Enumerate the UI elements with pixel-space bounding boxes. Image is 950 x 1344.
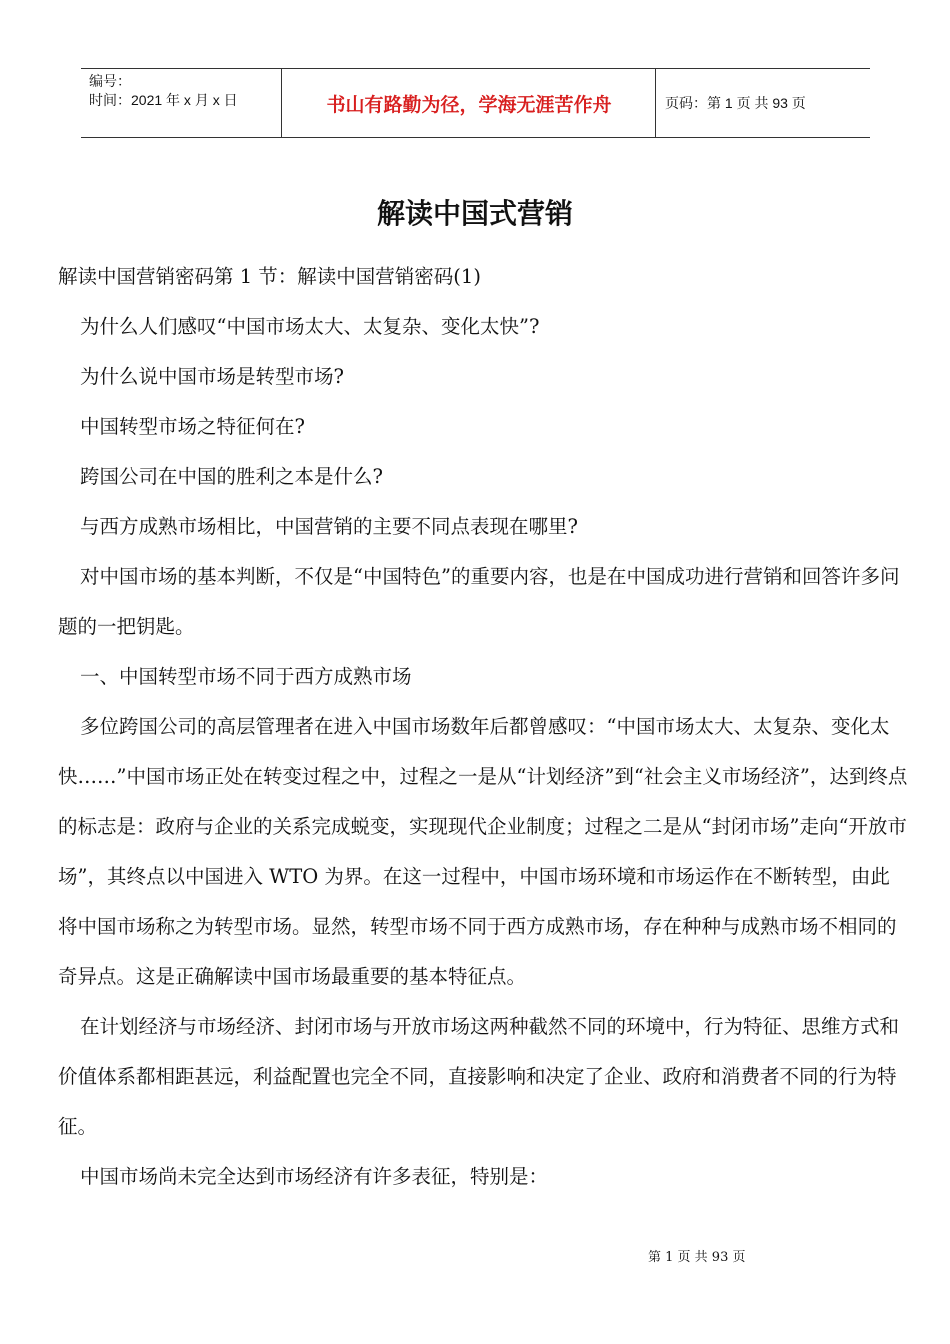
date-label: 时间：2021 年 x 月 x 日 — [89, 92, 238, 108]
number-label: 编号： — [89, 73, 131, 89]
section-heading: 一、中国转型市场不同于西方成熟市场 — [80, 665, 412, 688]
paragraph: 中国转型市场之特征何在? — [80, 415, 305, 438]
header-divider-left — [281, 69, 282, 137]
document-title: 解读中国式营销 — [376, 197, 573, 230]
header-table — [81, 68, 870, 138]
section-subtitle: 解读中国营销密码第 1 节：解读中国营销密码(1) — [58, 265, 481, 288]
header-motto: 书山有路勤为径，学海无涯苦作舟 — [326, 93, 612, 116]
paragraph: 中国市场尚未完全达到市场经济有许多表征，特别是： — [80, 1165, 549, 1188]
paragraph: 与西方成熟市场相比，中国营销的主要不同点表现在哪里? — [80, 515, 578, 538]
document-body — [58, 252, 908, 1202]
paragraph: 在计划经济与市场经济、封闭市场与开放市场这两种截然不同的环境中，行为特征、思维方式和价值体系都相距甚远，利益配置也完全不同，直接影响和决定了企业、政府和消费者不同的行为特征。 — [58, 1015, 900, 1138]
paragraph: 跨国公司在中国的胜利之本是什么? — [80, 465, 383, 488]
page-footer: 第 1 页 共 93 页 — [648, 1250, 746, 1265]
paragraph: 对中国市场的基本判断，不仅是“中国特色”的重要内容，也是在中国成功进行营销和回答许多问题的一把钥匙。 — [58, 565, 900, 638]
paragraph: 为什么人们感叹“中国市场太大、太复杂、变化太快”? — [80, 315, 540, 338]
paragraph: 为什么说中国市场是转型市场? — [80, 365, 344, 388]
header-page-info: 页码：第 1 页 共 93 页 — [665, 95, 806, 111]
header-meta — [89, 72, 279, 110]
header-divider-right — [655, 69, 656, 137]
paragraph: 多位跨国公司的高层管理者在进入中国市场数年后都曾感叹：“中国市场太大、太复杂、变化太快……”中国市场正处在转变过程之中，过程之一是从“计划经济”到“社会主义市场经济”，达到终点的标志是：政府与企业的关系完成蜕变，实现现代企业制度；过程之二是从“封闭市场”走向“开放市场”，其终点以中国进入 WTO 为界。在这一过程中，中国市场环境和市场运作在不断转型，由此将中国市场称之为转型市场。显然，转型市场不同于西方成熟市场，存在种种与成熟市场不相同的奇异点。这是正确解读中国市场最重要的基本特征点。 — [58, 715, 908, 988]
